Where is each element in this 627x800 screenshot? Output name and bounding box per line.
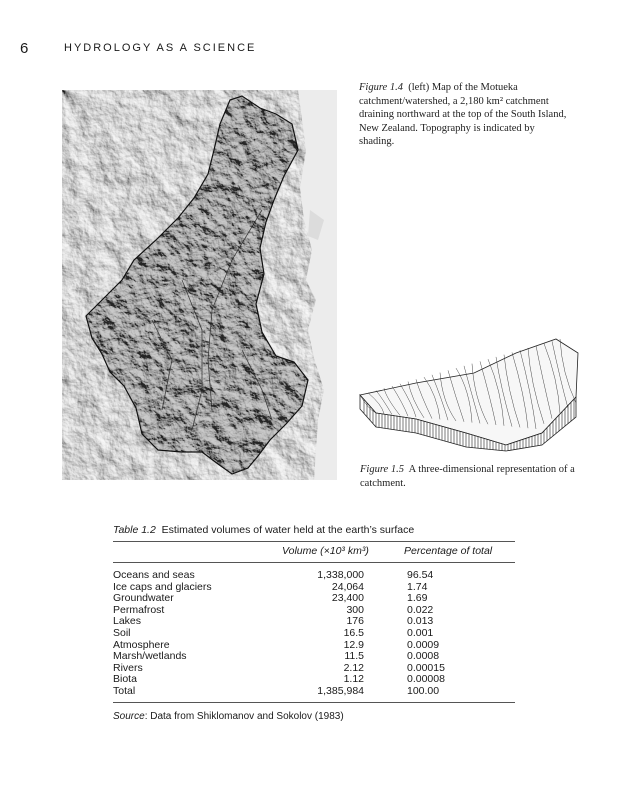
column-header-percentage: Percentage of total — [404, 545, 493, 557]
source-text: : Data from Shiklomanov and Sokolov (1983) — [144, 710, 344, 722]
row-name-cell: Rivers — [113, 661, 143, 674]
row-volume-cell: 176 — [346, 615, 364, 628]
figure-1-4-label: Figure 1.4 — [359, 82, 403, 93]
table-row — [113, 593, 515, 605]
figure-1-4-caption — [359, 81, 567, 149]
table-row — [113, 605, 515, 617]
row-volume-cell: 16.5 — [343, 626, 364, 639]
row-name-cell: Atmosphere — [113, 638, 170, 651]
page-number: 6 — [20, 40, 29, 57]
row-name-cell: Soil — [113, 626, 131, 639]
row-name-cell: Biota — [113, 673, 137, 686]
column-header-volume: Volume (×10³ km³) — [282, 545, 369, 557]
row-percentage-cell: 0.00015 — [407, 661, 445, 674]
table-row — [113, 570, 515, 582]
row-percentage-cell: 96.54 — [407, 569, 434, 581]
table-row — [113, 686, 515, 698]
running-title: HYDROLOGY AS A SCIENCE — [64, 42, 257, 54]
source-label: Source — [113, 710, 145, 722]
catchment-3d-image — [356, 333, 582, 453]
table-row — [113, 616, 515, 628]
figure-1-5-label: Figure 1.5 — [360, 464, 404, 475]
row-volume-cell: 1.12 — [343, 673, 364, 686]
table-body — [113, 563, 515, 702]
table-bottom-rule — [113, 702, 515, 703]
row-percentage-cell: 1.69 — [407, 592, 428, 605]
row-volume-cell: 23,400 — [331, 592, 364, 605]
row-name-cell: Oceans and seas — [113, 569, 195, 581]
row-name-cell: Lakes — [113, 615, 142, 628]
table-row — [113, 663, 515, 675]
row-volume-cell: 2.12 — [343, 661, 364, 674]
table-row — [113, 674, 515, 686]
row-name-cell: Groundwater — [113, 592, 174, 605]
row-name-cell: Permafrost — [113, 603, 165, 616]
row-percentage-cell: 0.013 — [407, 615, 434, 628]
row-percentage-cell: 1.74 — [407, 580, 428, 593]
row-name-cell: Ice caps and glaciers — [113, 580, 212, 593]
row-volume-cell: 1,338,000 — [317, 569, 364, 581]
row-percentage-cell: 0.0008 — [407, 650, 440, 663]
row-percentage-cell: 0.022 — [407, 603, 434, 616]
row-volume-cell: 300 — [346, 603, 364, 616]
table-title — [113, 524, 515, 536]
water-volume-table — [113, 524, 515, 722]
catchment-map-image — [62, 90, 337, 480]
row-volume-cell: 24,064 — [331, 580, 364, 593]
table-header-row — [113, 542, 515, 562]
row-volume-cell: 11.5 — [344, 650, 364, 663]
table-row — [113, 628, 515, 640]
figure-1-4-text: (left) Map of the Motueka catchment/watershed, a 2,180 km² catchment draining northward at the top of the South Island, New Zealand. Topography is indicated by shading. — [359, 82, 567, 148]
catchment-map-figure — [62, 90, 337, 480]
figure-1-5-caption — [360, 463, 578, 490]
row-percentage-cell: 100.00 — [407, 684, 440, 697]
table-number: Table 1.2 — [113, 524, 156, 536]
row-name-cell: Total — [113, 684, 136, 697]
table-source — [113, 711, 515, 722]
row-volume-cell: 12.9 — [343, 638, 364, 651]
figure-1-5-text: A three-dimensional representation of a catchment. — [360, 464, 575, 489]
catchment-3d-figure — [356, 333, 582, 453]
row-percentage-cell: 0.00008 — [407, 673, 445, 686]
row-name-cell: Marsh/wetlands — [113, 650, 187, 663]
row-volume-cell: 1,385,984 — [317, 684, 364, 697]
row-percentage-cell: 0.001 — [407, 626, 434, 639]
row-percentage-cell: 0.0009 — [407, 638, 440, 651]
table-row — [113, 651, 515, 663]
table-caption: Estimated volumes of water held at the earth’s surface — [161, 524, 415, 536]
